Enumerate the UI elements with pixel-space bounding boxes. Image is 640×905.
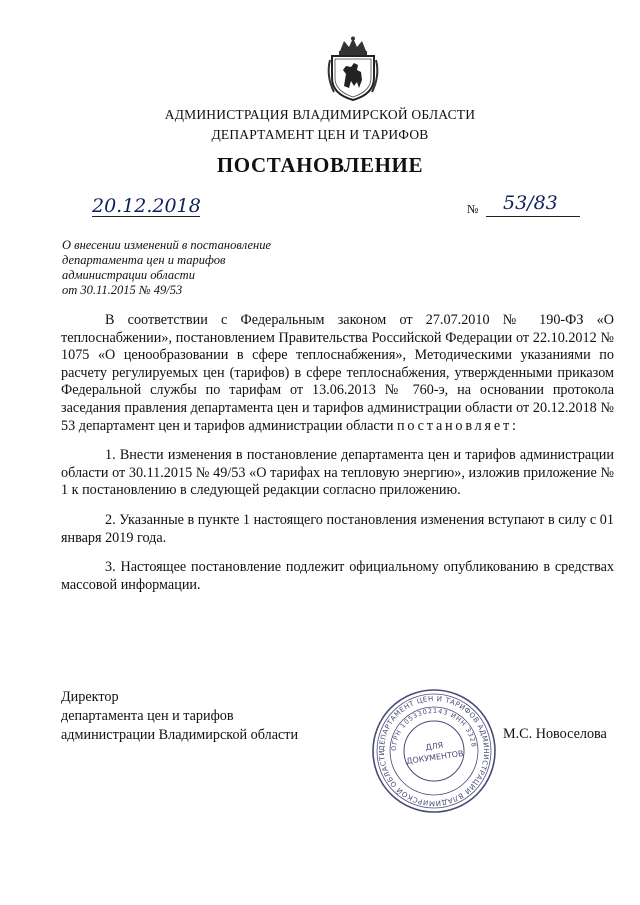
seal-center-line2: ДОКУМЕНТОВ: [405, 748, 465, 766]
document-body: [61, 312, 614, 606]
clause-2: 2. Указанные в пункте 1 настоящего постановления изменения вступают в силу с 01 января 2019 года.: [61, 511, 614, 546]
clause-1: 1. Внести изменения в постановление департамента цен и тарифов администрации области от 30.11.2015 № 49/53 «О тарифах на тепловую энергию», изложив приложение № 1 к постановлению в следующей редакции согласно приложению.: [61, 447, 614, 499]
seal-center-line1: ДЛЯ: [424, 740, 444, 753]
signer-administration: администрации Владимирской области: [61, 727, 299, 743]
signer-position: [61, 688, 298, 745]
official-seal-icon: [369, 686, 499, 816]
number-underline: [486, 216, 580, 217]
signer-title: Директор: [61, 689, 119, 705]
seal-code-text: ОГРН 1053302143 ИНН 3328: [389, 706, 478, 752]
coat-of-arms-icon: [324, 36, 382, 102]
signer-name: М.С. Новоселова: [503, 726, 607, 742]
subject-line: О внесении изменений в постановление: [62, 238, 272, 252]
number-sign: №: [467, 202, 479, 216]
clause-3: 3. Настоящее постановление подлежит официальному опубликованию в средствах массовой информации.: [61, 559, 614, 593]
department-name: ДЕПАРТАМЕНТ ЦЕН И ТАРИФОВ: [211, 127, 429, 142]
signer-department: департамента цен и тарифов: [61, 708, 234, 724]
document-type-title: ПОСТАНОВЛЕНИЕ: [216, 153, 424, 177]
preamble-text: В соответствии с Федеральным законом от 27.07.2010 № 190-ФЗ «О теплоснабжении», постановлением Правительства Российской Федерации от 22.10.2012 № 1075 «О ценообразовании в сфере теплоснабжения», Методическими указаниями по расчету регулируемых цен (тарифов) в сфере теплоснабжения, утвержденными приказом Федеральной службы по тарифам от 13.06.2013 № 760-э, на основании протокола заседания правления департамента цен и тарифов администрации области от 20.12.2018 № 53 департамент цен и тарифов администрации области: [61, 312, 614, 434]
resolve-word: постановляет:: [397, 417, 519, 434]
subject-line: администрации области: [62, 268, 195, 282]
date-underline: [92, 216, 200, 217]
subject-line: от 30.11.2015 № 49/53: [62, 283, 183, 297]
organization-name: АДМИНИСТРАЦИЯ ВЛАДИМИРСКОЙ ОБЛАСТИ: [164, 107, 476, 122]
document-number: 53/83: [503, 192, 558, 214]
seal-ring-text: ДЕПАРТАМЕНТ ЦЕН И ТАРИФОВ АДМИНИСТРАЦИИ ВЛАДИМИРСКОЙ ОБЛАСТИ: [377, 694, 491, 808]
subject-line: департамента цен и тарифов: [62, 253, 226, 267]
preamble-paragraph: [61, 312, 614, 435]
document-subject: [62, 238, 271, 298]
document-date: 20.12.2018: [92, 195, 201, 217]
